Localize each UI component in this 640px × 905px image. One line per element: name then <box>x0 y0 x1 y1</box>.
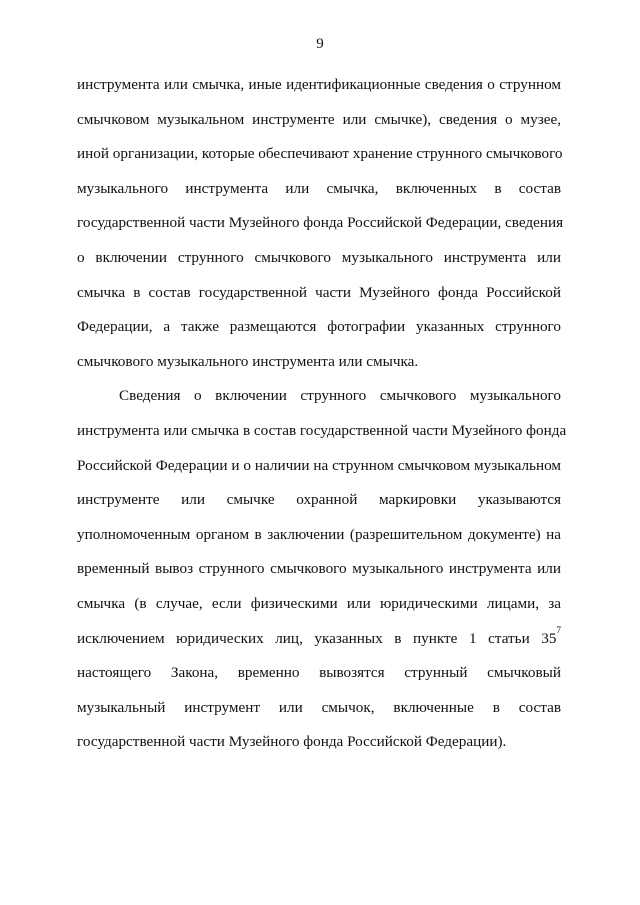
paragraph-1 <box>77 68 564 379</box>
text-line: о включении струнного смычкового музыкального инструмента или <box>77 248 561 266</box>
text-line: музыкального инструмента или смычка, включенных в состав <box>77 179 561 197</box>
article-superscript: 7 <box>556 625 561 636</box>
text-line: смычкового музыкального инструмента или смычка. <box>77 352 419 370</box>
text-line-with-superscript <box>77 622 561 657</box>
text-line: уполномоченным органом в заключении (разрешительном документе) на <box>77 525 561 543</box>
text-line: инструмента или смычка, иные идентификационные сведения о струнном <box>77 76 561 93</box>
text-line: Федерации, а также размещаются фотографии указанных струнного <box>77 318 561 336</box>
text-line: иной организации, которые обеспечивают хранение струнного смычкового <box>77 145 563 163</box>
text-line: смычковом музыкальном инструменте или смычке), сведения о музее, <box>77 110 561 128</box>
text-line: инструмента или смычка в состав государственной части Музейного фонда <box>77 421 567 439</box>
page-number: 9 <box>316 36 324 52</box>
text-line: смычка в состав государственной части Музейного фонда Российской <box>77 283 561 301</box>
text-line: Сведения о включении струнного смычкового музыкального <box>119 387 561 405</box>
text-line: музыкальный инструмент или смычок, включенные в состав <box>77 698 561 716</box>
text-line: государственной части Музейного фонда Российской Федерации, сведения <box>77 214 564 232</box>
paragraph-2 <box>77 379 567 760</box>
text-line: Российской Федерации и о наличии на струнном смычковом музыкальном <box>77 456 561 474</box>
text-line: инструменте или смычке охранной маркировки указываются <box>77 491 561 509</box>
text-line: государственной части Музейного фонда Российской Федерации). <box>77 733 507 751</box>
text-line: смычка (в случае, если физическими или юридическими лицами, за <box>77 594 561 612</box>
document-body <box>77 68 567 760</box>
text-line: настоящего Закона, временно вывозятся струнный смычковый <box>77 664 561 682</box>
text-line-content: исключением юридических лиц, указанных в пункте 1 статьи 35 <box>77 629 557 647</box>
text-line: временный вывоз струнного смычкового музыкального инструмента или <box>77 560 561 578</box>
